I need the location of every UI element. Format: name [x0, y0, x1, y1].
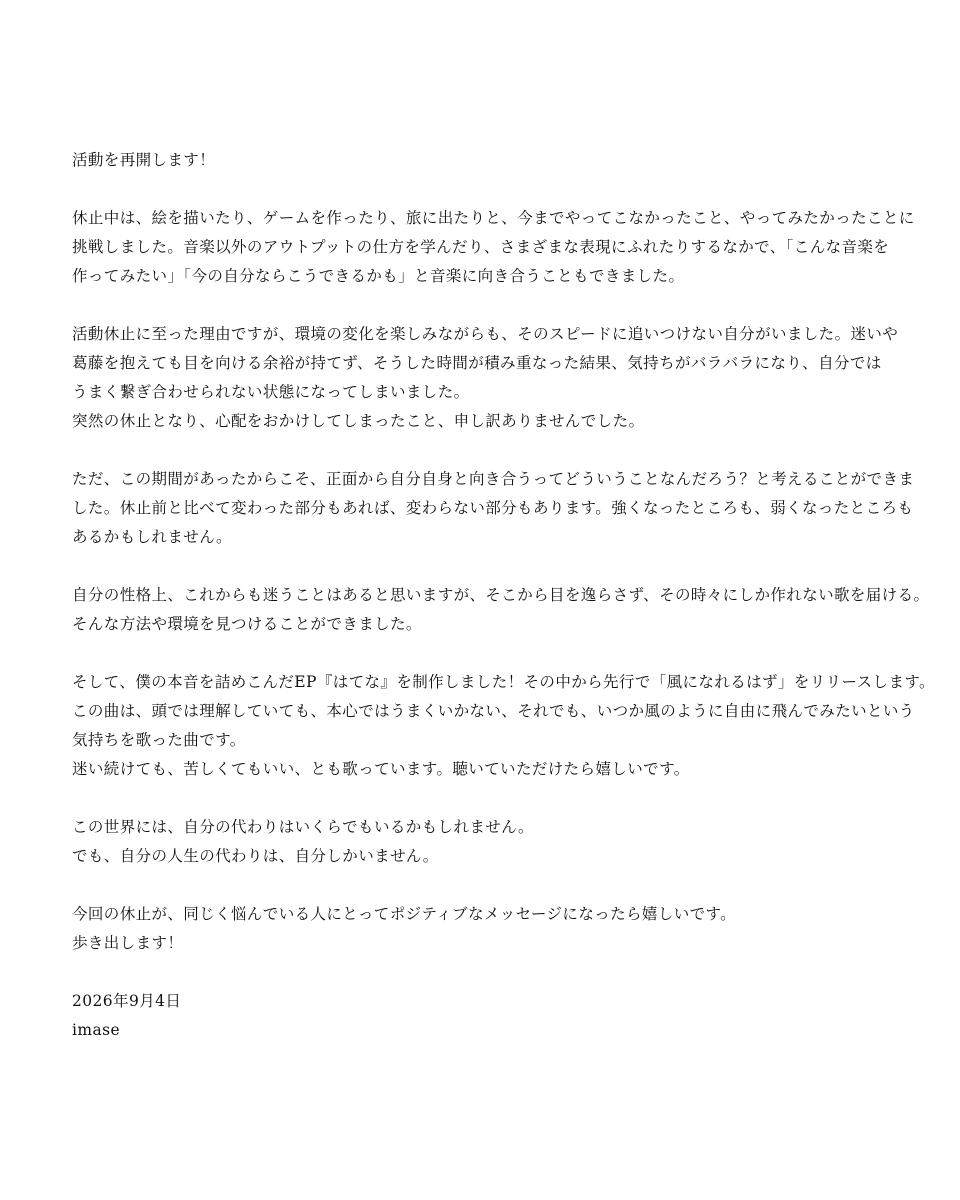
paragraph-world: [72, 813, 902, 871]
text-line: 挑戦しました。音楽以外のアウトプットの仕方を学んだり、さまざまな表現にふれたりするなかで、「こんな音楽を: [72, 238, 890, 256]
text-line: 葛藤を抱えても目を向ける余裕が持てず、そうした時間が積み重なった結果、気持ちがバラバラになり、自分では: [72, 354, 882, 372]
text-line: 気持ちを歌った曲です。: [72, 731, 246, 749]
text-line: この世界には、自分の代わりはいくらでもいるかもしれません。: [72, 818, 534, 836]
paragraph-during-hiatus: [72, 204, 915, 291]
text-line: した。休止前と比べて変わった部分もあれば、変わらない部分もあります。強くなったところも、弱くなったところも: [72, 499, 914, 517]
paragraph-reflection: [72, 465, 915, 552]
text-line: 活動を再開します！: [72, 151, 216, 169]
text-line: 歩き出します！: [72, 934, 184, 952]
text-line: ただ、この期間があったからこそ、正面から自分自身と向き合うってどういうことなんだろう？と考えることができま: [72, 470, 915, 488]
text-line: この曲は、頭では理解していても、本心ではうまくいかない、それでも、いつか風のように自由に飛んでみたいという: [72, 702, 915, 720]
text-line: 迷い続けても、苦しくてもいい、とも歌っています。聴いていただけたら嬉しいです。: [72, 760, 690, 778]
text-line: あるかもしれません。: [72, 528, 232, 546]
letter-author: imase: [72, 1021, 121, 1039]
letter-body: [72, 146, 935, 1074]
letter-date: 2026年9月4日: [72, 992, 182, 1010]
text-line: そして、僕の本音を詰めこんだEP『はてな』を制作しました！その中から先行で「風になれるはず」をリリースします。: [72, 673, 935, 691]
text-line: うまく繋ぎ合わせられない状態になってしまいました。: [72, 383, 470, 401]
paragraph-reason: [72, 320, 902, 436]
text-line: 作ってみたい」「今の自分ならこうできるかも」と音楽に向き合うこともできました。: [72, 267, 685, 285]
signature-block: [72, 987, 902, 1045]
text-line: でも、自分の人生の代わりは、自分しかいません。: [72, 847, 439, 865]
text-line: 休止中は、絵を描いたり、ゲームを作ったり、旅に出たりと、今までやってこなかったこと、やってみたかったことに: [72, 209, 915, 227]
text-line: 活動休止に至った理由ですが、環境の変化を楽しみながらも、そのスピードに追いつけない自分がいました。迷いや: [72, 325, 899, 343]
paragraph-closing: [72, 900, 902, 958]
paragraph-opening: [72, 146, 902, 175]
paragraph-personality: [72, 581, 930, 639]
paragraph-release: [72, 668, 935, 784]
text-line: 今回の休止が、同じく悩んでいる人にとってポジティブなメッセージになったら嬉しいです。: [72, 905, 737, 923]
text-line: そんな方法や環境を見つけることができました。: [72, 615, 422, 633]
text-line: 突然の休止となり、心配をおかけしてしまったこと、申し訳ありませんでした。: [72, 412, 645, 430]
text-line: 自分の性格上、これからも迷うことはあると思いますが、そこから目を逸らさず、その時々にしか作れない歌を届ける。: [72, 586, 930, 604]
